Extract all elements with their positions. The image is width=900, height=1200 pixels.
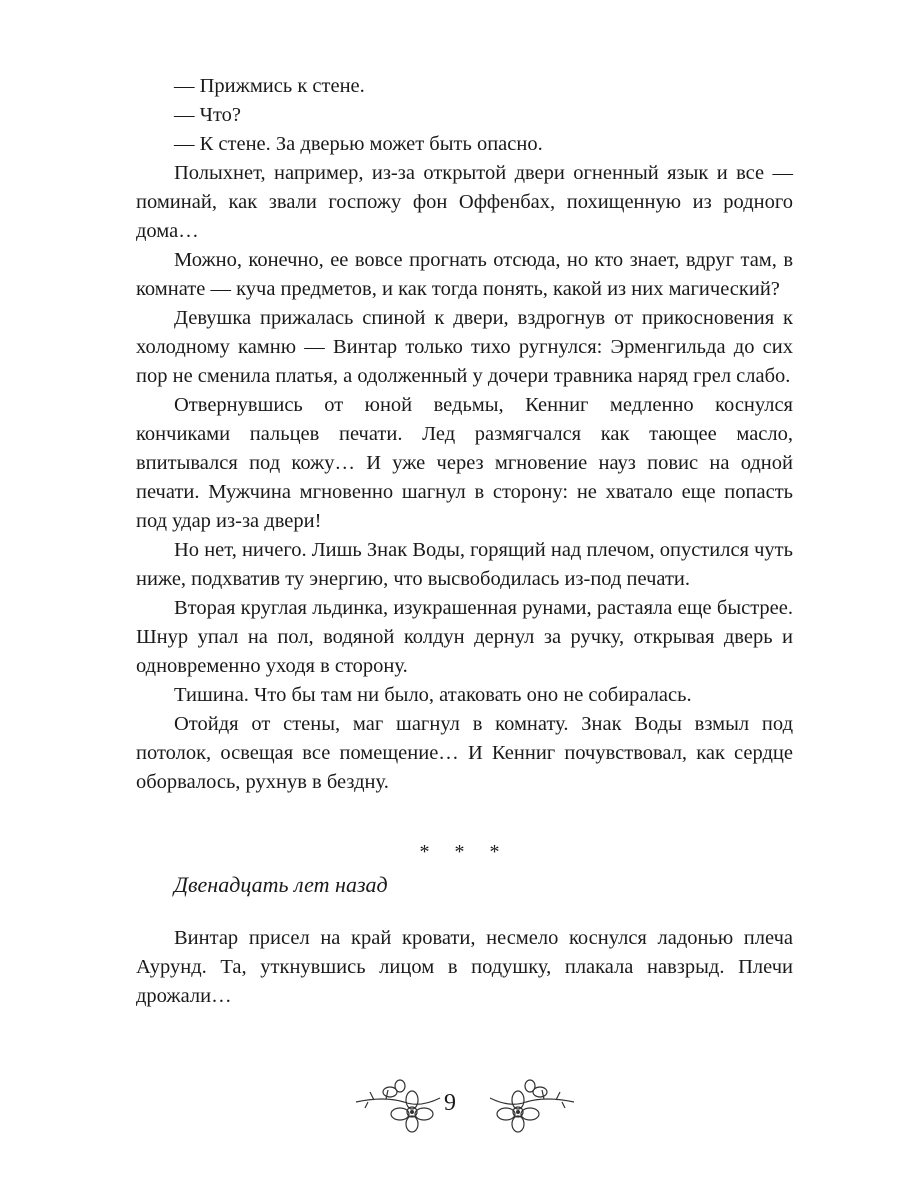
body-text [136,72,793,1011]
section-subtitle: Двенадцать лет назад [174,872,388,897]
paragraph: — Что? [174,104,241,126]
paragraph: Полыхнет, например, из-за открытой двери огненный язык и все — поминай, как звали госпожу фон Оффенбах, похищенную из родного дома… [136,162,793,242]
paragraph: Тишина. Что бы там ни было, атаковать оно не собиралась. [174,684,692,706]
paragraph: Но нет, ничего. Лишь Знак Воды, горящий над плечом, опустился чуть ниже, подхватив ту энергию, что высвободилась из-под печати. [136,539,793,590]
paragraph: Отойдя от стены, маг шагнул в комнату. Знак Воды взмыл под потолок, освещая все помещение… И Кенниг почувствовал, как сердце оборвалось, рухнув в бездну. [136,713,793,793]
flower-branch-icon [486,1072,576,1134]
paragraph: Вторая круглая льдинка, изукрашенная рунами, растаяла еще быстрее. Шнур упал на пол, водяной колдун дернул за ручку, открывая дверь и одновременно уходя в сторону. [136,597,793,677]
paragraph: — Прижмись к стене. [174,75,365,97]
section-separator: * * * [419,841,510,863]
paragraph: Можно, конечно, ее вовсе прогнать отсюда, но кто знает, вдруг там, в комнате — куча предметов, и как тогда понять, какой из них магический? [136,249,793,300]
page-number: 9 [444,1090,456,1116]
page-footer [0,1068,900,1138]
paragraph: Отвернувшись от юной ведьмы, Кенниг медленно коснулся кончиками пальцев печати. Лед размягчался как тающее масло, впитывался под кожу… И уже через мгновение науз повис на одной печати. Мужчина мгновенно шагнул в сторону: не хватало еще попасть под удар из-за двери! [136,394,793,532]
paragraph: Винтар присел на край кровати, несмело коснулся ладонью плеча Аурунд. Та, уткнувшись лицом в подушку, плакала навзрыд. Плечи дрожали… [136,927,793,1007]
paragraph: Девушка прижалась спиной к двери, вздрогнув от прикосновения к холодному камню — Винтар только тихо ругнулся: Эрменгильда до сих пор не сменила платья, а одолженный у дочери травника наряд грел слабо. [136,307,793,387]
paragraph: — К стене. За дверью может быть опасно. [174,133,543,155]
